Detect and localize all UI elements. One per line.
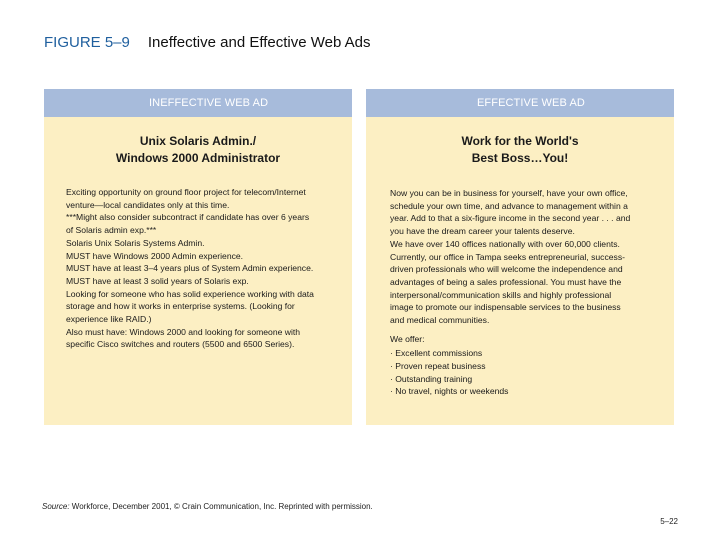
offer-label: We offer: bbox=[390, 333, 425, 344]
page-number: 5–22 bbox=[660, 517, 678, 526]
effective-ad-header: EFFECTIVE WEB AD bbox=[366, 89, 674, 117]
ineffective-ad-body: Exciting opportunity on ground floor project for telecom/Internet venture—local candidates only at this time. ***Might also consider subcontract if candidate has over 6 years of Solaris admin exp.*** Solaris Unix Solaris Systems Admin. MUST have Windows 2000 Admin experience. MUST have at least 3–4 years plus of System Admin experience. MUST have at least 3 solid years of Solaris exp. Looking for someone who has solid experience working with data storage and how it works in enterprise systems. (Looking for experience like RAID.) Also must have: Windows 2000 and looking for someone with specific Cisco switches and routers (5500 and 6500 Series). bbox=[66, 187, 314, 350]
offer-list bbox=[366, 347, 674, 397]
offer-item: · Proven repeat business bbox=[390, 361, 486, 372]
figure-header bbox=[44, 34, 371, 51]
offer-item: · Excellent commissions bbox=[390, 348, 483, 359]
ineffective-ad-panel bbox=[44, 89, 352, 425]
source-citation bbox=[42, 502, 373, 511]
figure-title: Ineffective and Effective Web Ads bbox=[147, 34, 371, 51]
effective-ad-headline: Work for the World's Best Boss…You! bbox=[461, 134, 579, 165]
figure-label: FIGURE 5–9 bbox=[44, 34, 130, 51]
effective-ad-panel bbox=[366, 89, 674, 425]
ineffective-ad-header: INEFFECTIVE WEB AD bbox=[44, 89, 352, 117]
source-label: Source: bbox=[42, 502, 70, 511]
effective-ad-body: Now you can be in business for yourself, have your own office, schedule your own time, and advance to management within a year. Add to that a six-figure income in the second year . . . and you have the dream career your talents deserve. We have over 140 offices nationally with over 60,000 clients. Currently, our office in Tampa seeks entrepreneurial, success- driven professionals who will welcome the independence and advantages of being a sales professional. You must have the interpersonal/communication skills and highly professional image to promote our indispensable services to the business and medical communities. bbox=[390, 188, 631, 326]
source-text: Workforce, December 2001, © Crain Communication, Inc. Reprinted with permission. bbox=[69, 502, 373, 511]
offer-item: · Outstanding training bbox=[390, 373, 473, 384]
offer-item: · No travel, nights or weekends bbox=[390, 386, 509, 397]
ineffective-ad-headline: Unix Solaris Admin./ Windows 2000 Administrator bbox=[115, 134, 281, 165]
